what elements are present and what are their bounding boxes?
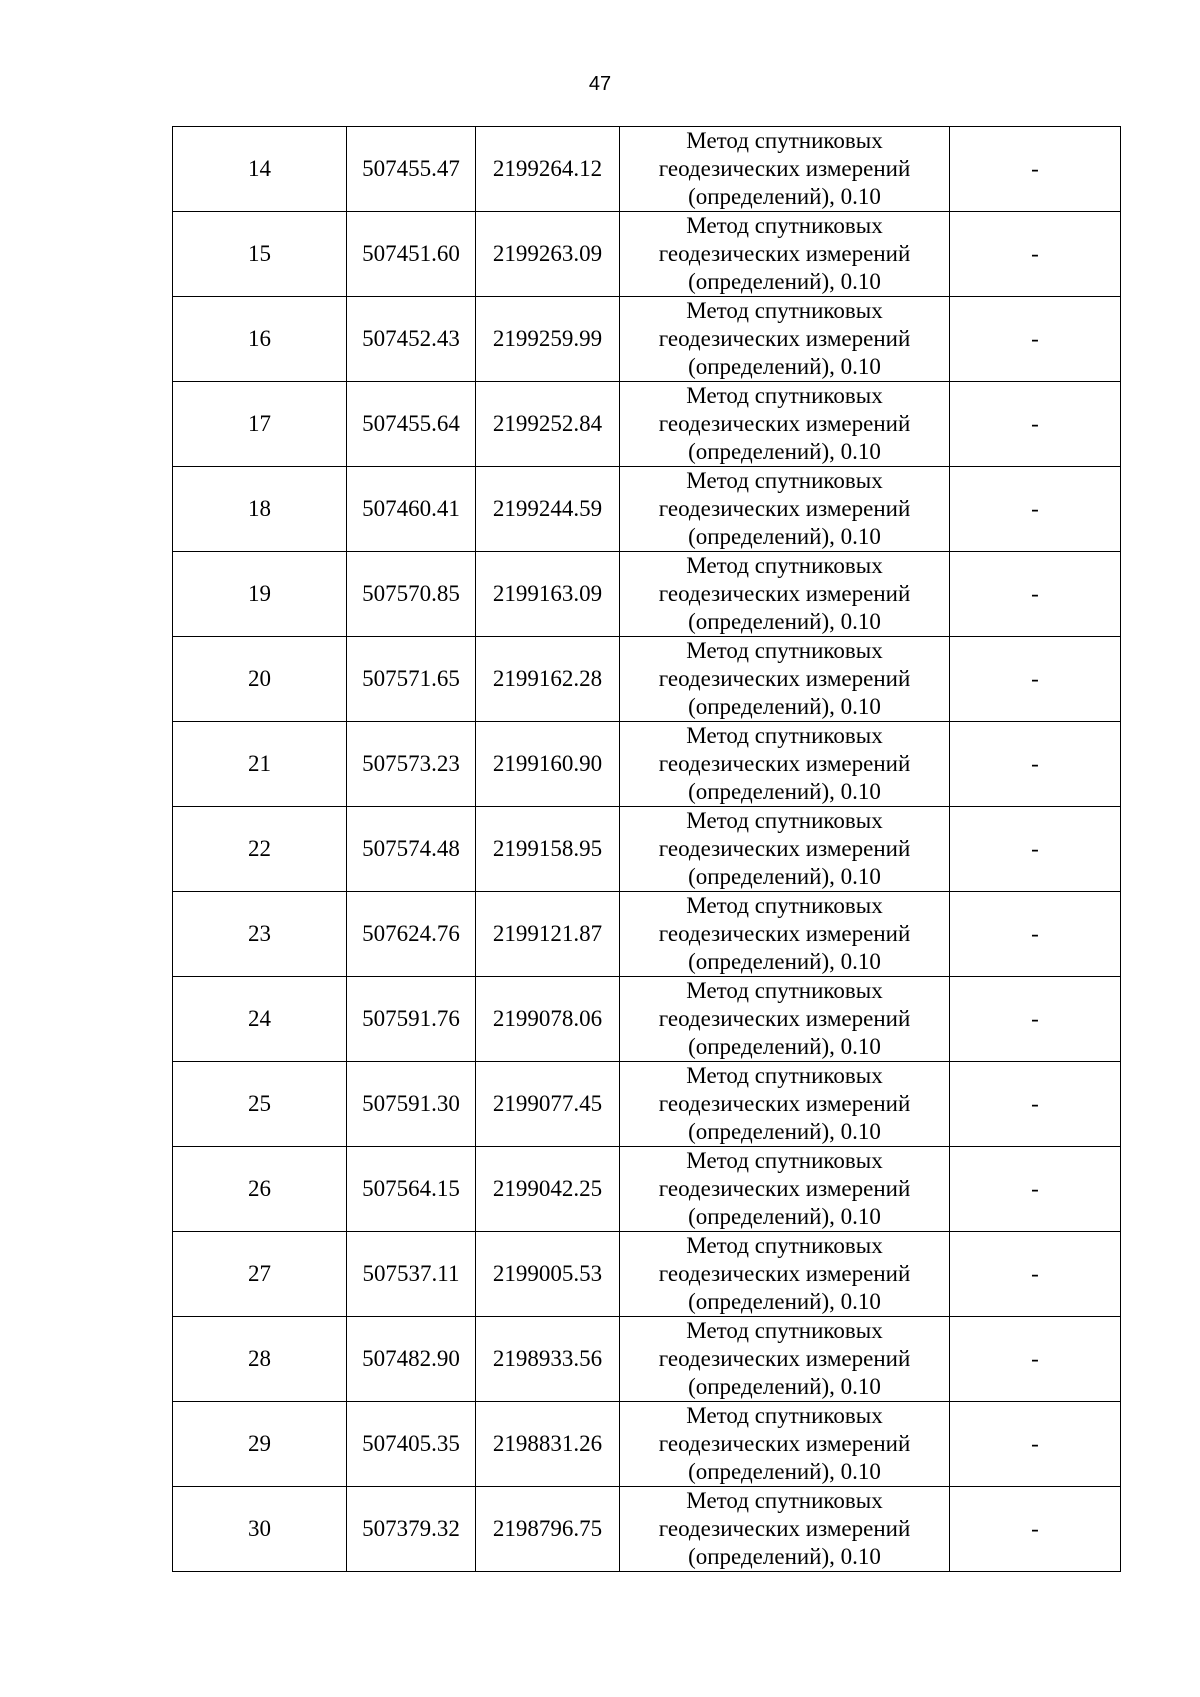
description-cell: -	[950, 892, 1121, 977]
method-cell	[620, 382, 950, 467]
point-number-cell: 16	[173, 297, 347, 382]
table-row	[173, 1147, 1121, 1232]
y-coordinate-cell: 2199264.12	[476, 127, 620, 212]
y-coordinate-cell: 2199042.25	[476, 1147, 620, 1232]
point-number-cell: 30	[173, 1487, 347, 1572]
point-number-cell: 15	[173, 212, 347, 297]
table-row	[173, 127, 1121, 212]
y-coordinate-cell: 2199263.09	[476, 212, 620, 297]
table-row	[173, 1232, 1121, 1317]
y-coordinate-cell: 2199259.99	[476, 297, 620, 382]
y-coordinate-cell: 2199121.87	[476, 892, 620, 977]
method-cell	[620, 1232, 950, 1317]
x-coordinate-cell: 507451.60	[347, 212, 476, 297]
x-coordinate-cell: 507571.65	[347, 637, 476, 722]
description-cell: -	[950, 1232, 1121, 1317]
method-cell	[620, 1317, 950, 1402]
point-number-cell: 27	[173, 1232, 347, 1317]
table-row	[173, 722, 1121, 807]
table-row	[173, 1062, 1121, 1147]
table-row	[173, 382, 1121, 467]
table-row	[173, 977, 1121, 1062]
method-cell	[620, 127, 950, 212]
method-cell	[620, 892, 950, 977]
point-number-cell: 19	[173, 552, 347, 637]
point-number-cell: 28	[173, 1317, 347, 1402]
description-cell: -	[950, 382, 1121, 467]
page-number: 47	[588, 73, 612, 95]
description-cell: -	[950, 212, 1121, 297]
table-row	[173, 807, 1121, 892]
method-text: Метод спутниковых геодезических измерений (определений), 0.10	[658, 1233, 911, 1314]
method-text: Метод спутниковых геодезических измерений (определений), 0.10	[658, 638, 911, 719]
point-number-cell: 23	[173, 892, 347, 977]
method-cell	[620, 637, 950, 722]
y-coordinate-cell: 2199160.90	[476, 722, 620, 807]
point-number-cell: 24	[173, 977, 347, 1062]
x-coordinate-cell: 507624.76	[347, 892, 476, 977]
y-coordinate-cell: 2199252.84	[476, 382, 620, 467]
method-text: Метод спутниковых геодезических измерений (определений), 0.10	[658, 213, 911, 294]
description-cell: -	[950, 127, 1121, 212]
method-cell	[620, 807, 950, 892]
description-cell: -	[950, 722, 1121, 807]
method-text: Метод спутниковых геодезических измерений (определений), 0.10	[658, 1488, 911, 1569]
x-coordinate-cell: 507460.41	[347, 467, 476, 552]
method-cell	[620, 212, 950, 297]
x-coordinate-cell: 507574.48	[347, 807, 476, 892]
method-cell	[620, 1062, 950, 1147]
description-cell: -	[950, 637, 1121, 722]
method-text: Метод спутниковых геодезических измерений (определений), 0.10	[658, 1318, 911, 1399]
table-row	[173, 467, 1121, 552]
coordinates-table	[172, 126, 1121, 1572]
point-number-cell: 25	[173, 1062, 347, 1147]
point-number-cell: 14	[173, 127, 347, 212]
method-text: Метод спутниковых геодезических измерений (определений), 0.10	[658, 893, 911, 974]
point-number-cell: 29	[173, 1402, 347, 1487]
point-number-cell: 18	[173, 467, 347, 552]
y-coordinate-cell: 2199077.45	[476, 1062, 620, 1147]
y-coordinate-cell: 2199005.53	[476, 1232, 620, 1317]
description-cell: -	[950, 1147, 1121, 1232]
description-cell: -	[950, 1317, 1121, 1402]
description-cell: -	[950, 1487, 1121, 1572]
table-row	[173, 1487, 1121, 1572]
y-coordinate-cell: 2199158.95	[476, 807, 620, 892]
x-coordinate-cell: 507570.85	[347, 552, 476, 637]
x-coordinate-cell: 507573.23	[347, 722, 476, 807]
point-number-cell: 26	[173, 1147, 347, 1232]
table-row	[173, 1402, 1121, 1487]
table-row	[173, 212, 1121, 297]
method-text: Метод спутниковых геодезических измерений (определений), 0.10	[658, 978, 911, 1059]
method-text: Метод спутниковых геодезических измерений (определений), 0.10	[658, 383, 911, 464]
table-row	[173, 892, 1121, 977]
y-coordinate-cell: 2198831.26	[476, 1402, 620, 1487]
point-number-cell: 22	[173, 807, 347, 892]
method-cell	[620, 552, 950, 637]
x-coordinate-cell: 507405.35	[347, 1402, 476, 1487]
method-text: Метод спутниковых геодезических измерений (определений), 0.10	[658, 298, 911, 379]
description-cell: -	[950, 807, 1121, 892]
y-coordinate-cell: 2199078.06	[476, 977, 620, 1062]
y-coordinate-cell: 2199162.28	[476, 637, 620, 722]
method-cell	[620, 722, 950, 807]
method-text: Метод спутниковых геодезических измерений (определений), 0.10	[658, 723, 911, 804]
description-cell: -	[950, 1062, 1121, 1147]
table-row	[173, 552, 1121, 637]
description-cell: -	[950, 467, 1121, 552]
x-coordinate-cell: 507452.43	[347, 297, 476, 382]
y-coordinate-cell: 2198796.75	[476, 1487, 620, 1572]
table-row	[173, 297, 1121, 382]
x-coordinate-cell: 507564.15	[347, 1147, 476, 1232]
point-number-cell: 21	[173, 722, 347, 807]
method-cell	[620, 1402, 950, 1487]
x-coordinate-cell: 507455.47	[347, 127, 476, 212]
method-text: Метод спутниковых геодезических измерений (определений), 0.10	[658, 1063, 911, 1144]
method-text: Метод спутниковых геодезических измерений (определений), 0.10	[658, 553, 911, 634]
method-text: Метод спутниковых геодезических измерений (определений), 0.10	[658, 468, 911, 549]
x-coordinate-cell: 507455.64	[347, 382, 476, 467]
description-cell: -	[950, 552, 1121, 637]
y-coordinate-cell: 2199163.09	[476, 552, 620, 637]
method-text: Метод спутниковых геодезических измерений (определений), 0.10	[658, 128, 911, 209]
description-cell: -	[950, 977, 1121, 1062]
method-text: Метод спутниковых геодезических измерений (определений), 0.10	[658, 1403, 911, 1484]
method-text: Метод спутниковых геодезических измерений (определений), 0.10	[658, 1148, 911, 1229]
description-cell: -	[950, 297, 1121, 382]
method-cell	[620, 977, 950, 1062]
x-coordinate-cell: 507537.11	[347, 1232, 476, 1317]
point-number-cell: 17	[173, 382, 347, 467]
method-cell	[620, 467, 950, 552]
method-text: Метод спутниковых геодезических измерений (определений), 0.10	[658, 808, 911, 889]
table-row	[173, 637, 1121, 722]
method-cell	[620, 1147, 950, 1232]
table-row	[173, 1317, 1121, 1402]
description-cell: -	[950, 1402, 1121, 1487]
x-coordinate-cell: 507591.76	[347, 977, 476, 1062]
x-coordinate-cell: 507482.90	[347, 1317, 476, 1402]
method-cell	[620, 297, 950, 382]
x-coordinate-cell: 507591.30	[347, 1062, 476, 1147]
y-coordinate-cell: 2199244.59	[476, 467, 620, 552]
method-cell	[620, 1487, 950, 1572]
x-coordinate-cell: 507379.32	[347, 1487, 476, 1572]
y-coordinate-cell: 2198933.56	[476, 1317, 620, 1402]
coordinates-table-body	[173, 127, 1121, 1572]
point-number-cell: 20	[173, 637, 347, 722]
